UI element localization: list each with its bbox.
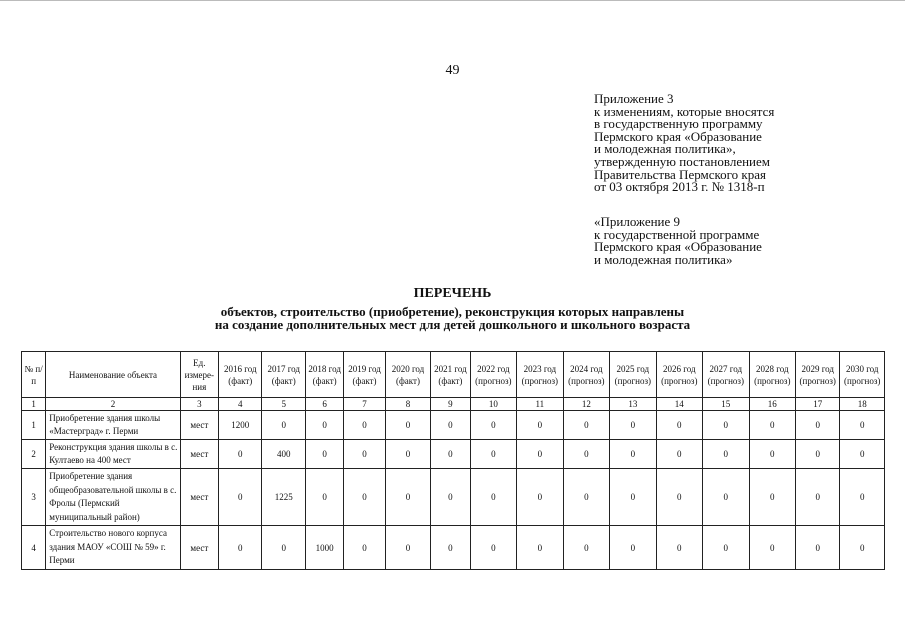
column-number-cell: 7	[344, 398, 385, 411]
column-number-cell: 10	[470, 398, 516, 411]
header-cell: 2030 год (прогноз)	[840, 352, 885, 398]
value-cell: 0	[517, 526, 563, 570]
unit-cell: мест	[180, 411, 218, 440]
value-cell: 0	[563, 440, 609, 469]
value-cell: 0	[219, 526, 262, 570]
unit-cell: мест	[180, 469, 218, 526]
value-cell: 0	[305, 411, 343, 440]
table-row	[22, 469, 885, 526]
value-cell: 0	[610, 411, 656, 440]
value-cell: 0	[656, 526, 702, 570]
appendix-9-line: Пермского края «Образование	[594, 239, 762, 255]
column-number-cell: 11	[517, 398, 563, 411]
appendix-3-block	[594, 93, 774, 194]
column-number-cell: 18	[840, 398, 885, 411]
value-cell: 0	[749, 526, 795, 570]
objects-table	[21, 351, 885, 570]
header-cell: Наименование объекта	[46, 352, 180, 398]
row-number: 4	[22, 526, 46, 570]
value-cell: 0	[262, 411, 305, 440]
header-cell: 2028 год (прогноз)	[749, 352, 795, 398]
document-subtitle	[0, 305, 905, 331]
value-cell: 0	[796, 440, 840, 469]
table-row	[22, 526, 885, 570]
unit-cell: мест	[180, 526, 218, 570]
appendix-3-line: Правительства Пермского края	[594, 166, 766, 182]
object-name: Приобретение здания школы «Мастерград» г. Перми	[46, 411, 180, 440]
header-cell: 2026 год (прогноз)	[656, 352, 702, 398]
value-cell: 0	[431, 411, 470, 440]
column-number-cell: 14	[656, 398, 702, 411]
value-cell: 0	[470, 526, 516, 570]
value-cell: 0	[840, 411, 885, 440]
value-cell: 0	[656, 411, 702, 440]
header-cell: 2019 год (факт)	[344, 352, 385, 398]
header-cell: 2021 год (факт)	[431, 352, 470, 398]
value-cell: 1000	[305, 526, 343, 570]
column-number-cell: 4	[219, 398, 262, 411]
value-cell: 0	[796, 526, 840, 570]
column-number-cell: 3	[180, 398, 218, 411]
value-cell: 0	[344, 440, 385, 469]
value-cell: 0	[385, 526, 430, 570]
value-cell: 0	[563, 526, 609, 570]
appendix-3-line: утвержденную постановлением	[594, 153, 771, 169]
header-cell: 2024 год (прогноз)	[563, 352, 609, 398]
column-number-cell: 9	[431, 398, 470, 411]
column-number-cell: 16	[749, 398, 795, 411]
value-cell: 0	[796, 469, 840, 526]
page-top-border	[0, 0, 905, 1]
appendix-3-line: в государственную программу	[594, 116, 763, 132]
value-cell: 0	[563, 469, 609, 526]
value-cell: 1200	[219, 411, 262, 440]
object-name: Реконструкция здания школы в с. Култаево на 400 мест	[46, 440, 180, 469]
value-cell: 0	[344, 469, 385, 526]
value-cell: 0	[610, 440, 656, 469]
table-header-row	[22, 352, 885, 398]
appendix-9-block	[594, 216, 762, 266]
value-cell: 0	[431, 469, 470, 526]
column-number-row	[22, 398, 885, 411]
value-cell: 1225	[262, 469, 305, 526]
appendix-3-line: от 03 октября 2013 г. № 1318-п	[594, 179, 765, 195]
value-cell: 0	[703, 440, 749, 469]
value-cell: 0	[749, 411, 795, 440]
page-number: 49	[445, 63, 460, 78]
object-name: Строительство нового корпуса здания МАОУ «СОШ № 59» г. Перми	[46, 526, 180, 570]
appendix-3-line: и молодежная политика»,	[594, 141, 736, 157]
appendix-9-line: «Приложение 9	[594, 214, 681, 229]
value-cell: 0	[219, 440, 262, 469]
appendix-9-line: и молодежная политика»	[594, 251, 733, 267]
header-cell: Ед. измере-ния	[180, 352, 218, 398]
value-cell: 0	[305, 469, 343, 526]
value-cell: 0	[470, 411, 516, 440]
table-row	[22, 440, 885, 469]
table-row	[22, 411, 885, 440]
value-cell: 0	[305, 440, 343, 469]
column-number-cell: 12	[563, 398, 609, 411]
column-number-cell: 5	[262, 398, 305, 411]
value-cell: 0	[344, 526, 385, 570]
value-cell: 0	[610, 526, 656, 570]
document-title: ПЕРЕЧЕНЬ	[413, 286, 492, 301]
header-cell: 2023 год (прогноз)	[517, 352, 563, 398]
value-cell: 0	[749, 440, 795, 469]
value-cell: 0	[840, 526, 885, 570]
header-cell: 2025 год (прогноз)	[610, 352, 656, 398]
column-number-cell: 1	[22, 398, 46, 411]
value-cell: 0	[517, 440, 563, 469]
header-cell: 2017 год (факт)	[262, 352, 305, 398]
value-cell: 0	[840, 469, 885, 526]
value-cell: 0	[517, 469, 563, 526]
appendix-3-line: Приложение 3	[594, 91, 674, 106]
value-cell: 0	[563, 411, 609, 440]
column-number-cell: 17	[796, 398, 840, 411]
value-cell: 0	[610, 469, 656, 526]
row-number: 1	[22, 411, 46, 440]
column-number-cell: 15	[703, 398, 749, 411]
value-cell: 0	[470, 440, 516, 469]
object-name: Приобретение здания общеобразовательной школы в с. Фролы (Пермский муниципальный район)	[46, 469, 180, 526]
value-cell: 0	[385, 440, 430, 469]
value-cell: 0	[517, 411, 563, 440]
header-cell: 2029 год (прогноз)	[796, 352, 840, 398]
appendix-9-line: к государственной программе	[594, 226, 760, 242]
value-cell: 0	[703, 526, 749, 570]
header-cell: 2022 год (прогноз)	[470, 352, 516, 398]
value-cell: 0	[796, 411, 840, 440]
value-cell: 0	[703, 469, 749, 526]
subtitle-line: объектов, строительство (приобретение), реконструкция которых направлены	[220, 304, 685, 319]
subtitle-line: на создание дополнительных мест для детей дошкольного и школьного возраста	[214, 317, 691, 332]
value-cell: 0	[385, 411, 430, 440]
value-cell: 0	[344, 411, 385, 440]
row-number: 3	[22, 469, 46, 526]
value-cell: 0	[219, 469, 262, 526]
value-cell: 0	[385, 469, 430, 526]
header-cell: 2016 год (факт)	[219, 352, 262, 398]
row-number: 2	[22, 440, 46, 469]
header-cell: 2020 год (факт)	[385, 352, 430, 398]
value-cell: 0	[470, 469, 516, 526]
unit-cell: мест	[180, 440, 218, 469]
value-cell: 0	[656, 440, 702, 469]
column-number-cell: 13	[610, 398, 656, 411]
header-cell: 2018 год (факт)	[305, 352, 343, 398]
value-cell: 0	[703, 411, 749, 440]
appendix-3-line: к изменениям, которые вносятся	[594, 103, 775, 119]
header-cell: 2027 год (прогноз)	[703, 352, 749, 398]
value-cell: 0	[431, 526, 470, 570]
value-cell: 0	[431, 440, 470, 469]
column-number-cell: 6	[305, 398, 343, 411]
value-cell: 0	[749, 469, 795, 526]
column-number-cell: 2	[46, 398, 180, 411]
value-cell: 400	[262, 440, 305, 469]
value-cell: 0	[262, 526, 305, 570]
header-cell: № п/п	[22, 352, 46, 398]
column-number-cell: 8	[385, 398, 430, 411]
value-cell: 0	[656, 469, 702, 526]
value-cell: 0	[840, 440, 885, 469]
appendix-3-line: Пермского края «Образование	[594, 128, 762, 144]
